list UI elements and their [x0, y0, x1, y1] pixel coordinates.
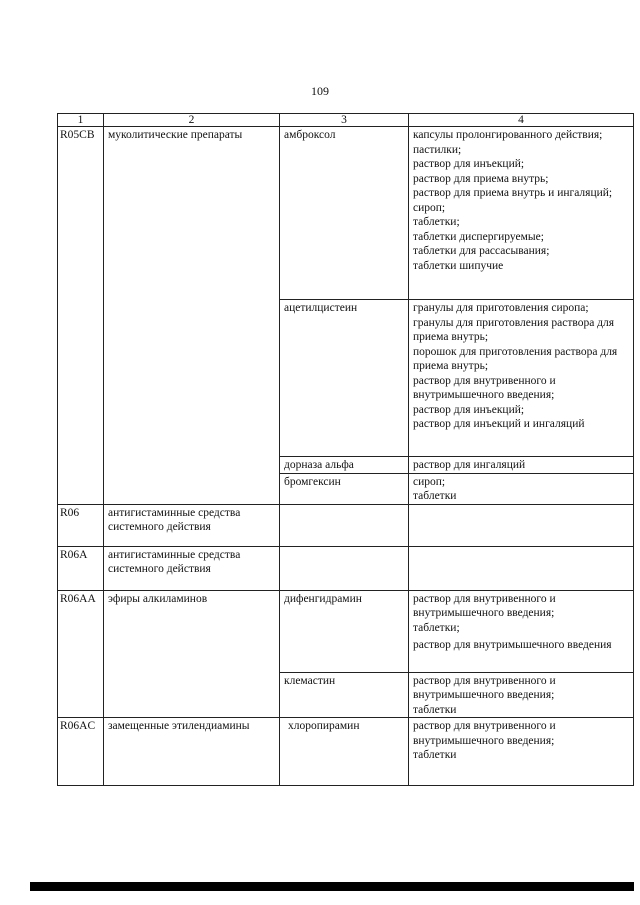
header-col-3: 3: [280, 114, 409, 127]
header-col-2: 2: [104, 114, 280, 127]
atc-code: R05CB: [58, 127, 104, 505]
table-row: [58, 546, 634, 590]
dosage-forms: раствор для внутривенного и внутримышечного введения; таблетки: [409, 718, 634, 786]
dosage-forms: раствор для ингаляций: [409, 457, 634, 474]
dosage-forms: гранулы для приготовления сиропа; гранулы для приготовления раствора для приема внутрь; порошок для приготовления раствора для приема внутрь; раствор для внутривенного и внутримышечного введения; раствор для инъекций; раствор для инъекций и ингаляций: [409, 300, 634, 457]
dosage-forms-empty: [409, 504, 634, 546]
table-row: [58, 590, 634, 672]
dosage-forms: сироп; таблетки: [409, 473, 634, 504]
drug-name: ацетилцистеин: [280, 300, 409, 457]
atc-code: R06A: [58, 546, 104, 590]
header-col-4: 4: [409, 114, 634, 127]
drug-table: [57, 113, 634, 786]
forms-list: капсулы пролонгированного действия; пастилки; раствор для инъекций; раствор для приема внутрь; раствор для приема внутрь и ингаляций; сироп; таблетки; таблетки диспергируемые; таблетки для рассасывания; таблетки шипучие: [413, 129, 613, 272]
atc-code: R06AA: [58, 590, 104, 718]
drug-name: клемастин: [280, 672, 409, 718]
table-row: [58, 504, 634, 546]
drug-name: дорназа альфа: [280, 457, 409, 474]
atc-code: R06AC: [58, 718, 104, 786]
drug-name: хлоропирамин: [280, 718, 409, 786]
header-col-1: 1: [58, 114, 104, 127]
dosage-forms: [409, 590, 634, 672]
dosage-forms: [409, 127, 634, 300]
group-name: антигистаминные средства системного действия: [104, 546, 280, 590]
drug-name-empty: [280, 546, 409, 590]
drug-name: амброксол: [280, 127, 409, 300]
atc-code: R06: [58, 504, 104, 546]
table-row: [58, 127, 634, 300]
group-name: муколитические препараты: [104, 127, 280, 505]
forms-list: раствор для внутривенного и внутримышечного введения; таблетки;: [413, 592, 556, 634]
table-header-row: [58, 114, 634, 127]
drug-name: дифенгидрамин: [280, 590, 409, 672]
page-number: 109: [311, 84, 329, 98]
dosage-forms-empty: [409, 546, 634, 590]
group-name: замещенные этилендиамины: [104, 718, 280, 786]
forms-list-extra: раствор для внутримышечного введения: [413, 639, 612, 651]
dosage-forms: раствор для внутривенного и внутримышечного введения; таблетки: [409, 672, 634, 718]
drug-name: бромгексин: [280, 473, 409, 504]
group-name: эфиры алкиламинов: [104, 590, 280, 718]
table-row: [58, 718, 634, 786]
scan-bottom-bar: [30, 882, 634, 891]
drug-name-empty: [280, 504, 409, 546]
group-name: антигистаминные средства системного действия: [104, 504, 280, 546]
